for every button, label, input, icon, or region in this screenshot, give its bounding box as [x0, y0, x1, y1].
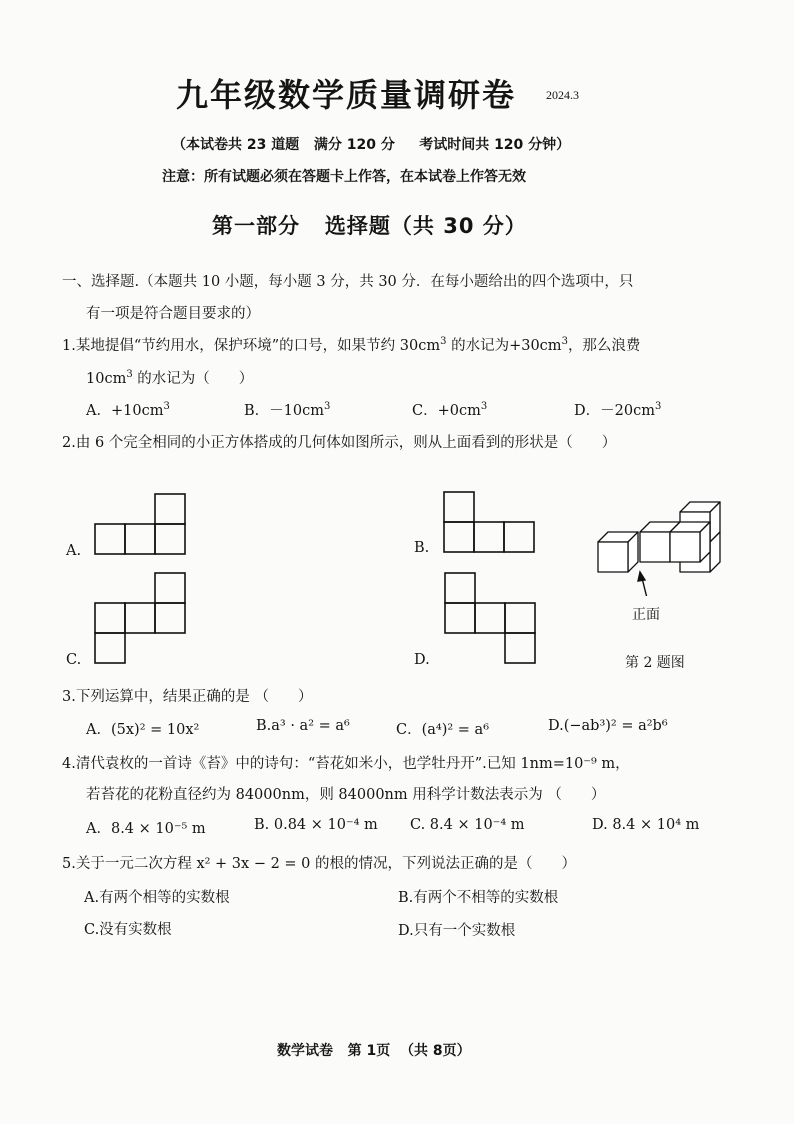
q2-d-square — [505, 603, 535, 633]
q1-stem-line1 — [62, 334, 640, 355]
front-arrow-icon — [638, 572, 647, 596]
q2-option-d-figure[interactable] — [444, 572, 536, 664]
q1-option-b[interactable] — [244, 399, 330, 420]
exam-title: 九年级数学质量调研卷 — [176, 76, 517, 114]
q1-stem-line2 — [86, 367, 253, 388]
q1-option-d-text: D．－20cm — [574, 403, 655, 419]
q2-option-d-label[interactable]: D. — [414, 652, 430, 668]
q1-option-c-text: C．+0cm — [412, 403, 481, 419]
q1-option-a-sup: 3 — [163, 401, 170, 413]
q3-option-d[interactable]: D.(−ab³)² = a²b⁶ — [548, 718, 668, 734]
q2-c-square — [155, 573, 185, 603]
q4-option-a[interactable]: A．8.4 × 10⁻⁵ m — [86, 821, 206, 837]
q1-text-e: 的水记为（ ） — [132, 371, 254, 387]
q2-c-square — [155, 603, 185, 633]
q1-option-d-sup: 3 — [654, 401, 662, 413]
q4-stem-line1: 4.清代袁枚的一首诗《苔》中的诗句：“苔花如米小，也学牡丹开”.已知 1nm=10⁻⁹ m， — [62, 756, 630, 772]
q2-b-square — [444, 522, 474, 552]
q2-b-square — [474, 522, 504, 552]
q1-option-a-text: A．+10cm — [86, 403, 164, 419]
q5-option-d[interactable]: D.只有一个实数根 — [398, 923, 516, 939]
q1-sup-1: 3 — [440, 336, 447, 348]
q1-text-b: 的水记为+30cm — [446, 338, 562, 354]
q1-text-c: ，那么浪费 — [567, 338, 641, 354]
q4-option-d[interactable]: D. 8.4 × 10⁴ m — [592, 817, 700, 833]
q2-figure-caption: 第 2 题图 — [625, 655, 685, 671]
q2-a-square — [155, 524, 185, 554]
q2-a-square — [95, 524, 125, 554]
q2-option-b-figure[interactable] — [443, 491, 535, 553]
q2-option-c-label[interactable]: C. — [66, 652, 82, 668]
q3-option-c[interactable]: C．(a⁴)² = a⁶ — [396, 722, 490, 738]
q5-option-b[interactable]: B.有两个不相等的实数根 — [398, 890, 559, 906]
q2-option-a-figure[interactable] — [94, 493, 186, 555]
q2-b-square — [444, 492, 474, 522]
q5-option-c[interactable]: C.没有实数根 — [84, 922, 172, 938]
q2-b-square — [504, 522, 534, 552]
q1-option-d[interactable] — [574, 399, 661, 420]
q2-stem: 2.由 6 个完全相同的小正方体搭成的几何体如图所示，则从上面看到的形状是（ ） — [62, 435, 617, 451]
q5-stem: 5.关于一元二次方程 x² + 3x − 2 = 0 的根的情况，下列说法正确的是（ ） — [62, 856, 576, 872]
q4-option-c[interactable]: C. 8.4 × 10⁻⁴ m — [410, 817, 525, 833]
cube — [670, 522, 710, 562]
q3-option-a[interactable]: A．(5x)² = 10x² — [86, 722, 200, 738]
q1-option-a[interactable] — [86, 399, 170, 420]
q1-option-b-sup: 3 — [323, 401, 331, 413]
q2-option-c-figure[interactable] — [94, 572, 186, 664]
q1-text-a: 1.某地提倡“节约用水，保护环境”的口号，如果节约 30cm — [62, 338, 441, 354]
q2-option-a-label[interactable]: A. — [66, 543, 82, 559]
q1-sup-2: 3 — [561, 336, 568, 348]
q2-d-square — [475, 603, 505, 633]
cube — [598, 532, 638, 572]
q2-option-b-label[interactable]: B. — [414, 540, 430, 556]
q2-d-square — [505, 633, 535, 663]
q4-stem-line2: 若苔花的花粉直径约为 84000nm，则 84000nm 用科学计数法表示为 （ ） — [86, 787, 606, 803]
section-instruction-line1: 一、选择题.（本题共 10 小题，每小题 3 分，共 30 分．在每小题给出的四个选项中，只 — [62, 274, 634, 290]
q1-option-c-sup: 3 — [480, 401, 488, 413]
q2-front-label: 正面 — [632, 607, 660, 623]
q1-option-b-text: B．－10cm — [244, 403, 324, 419]
q4-option-b[interactable]: B. 0.84 × 10⁻⁴ m — [254, 817, 378, 833]
q2-c-square — [95, 603, 125, 633]
q1-sup-3: 3 — [126, 369, 133, 381]
exam-notice: 注意：所有试题必须在答题卡上作答，在本试卷上作答无效 — [162, 169, 526, 185]
q2-a-square — [155, 494, 185, 524]
q2-c-square — [95, 633, 125, 663]
q2-c-square — [125, 603, 155, 633]
part-title: 第一部分 选择题（共 30 分） — [212, 214, 527, 238]
q1-text-d: 10cm — [86, 371, 127, 387]
section-instruction-line2: 有一项是符合题目要求的） — [86, 306, 260, 322]
q5-option-a[interactable]: A.有两个相等的实数根 — [84, 890, 230, 906]
q2-cube-figure — [592, 486, 732, 596]
page-footer: 数学试卷 第 1页 （共 8页） — [277, 1043, 471, 1059]
q2-a-square — [125, 524, 155, 554]
q3-stem: 3.下列运算中，结果正确的是 （ ） — [62, 689, 313, 705]
q2-d-square — [445, 573, 475, 603]
q1-option-c[interactable] — [412, 399, 487, 420]
q3-option-b[interactable]: B.a³ · a² = a⁶ — [256, 718, 350, 734]
exam-date: 2024.3 — [546, 88, 579, 102]
exam-info: （本试卷共 23 道题 满分 120 分 考试时间共 120 分钟） — [172, 137, 571, 153]
q2-d-square — [445, 603, 475, 633]
